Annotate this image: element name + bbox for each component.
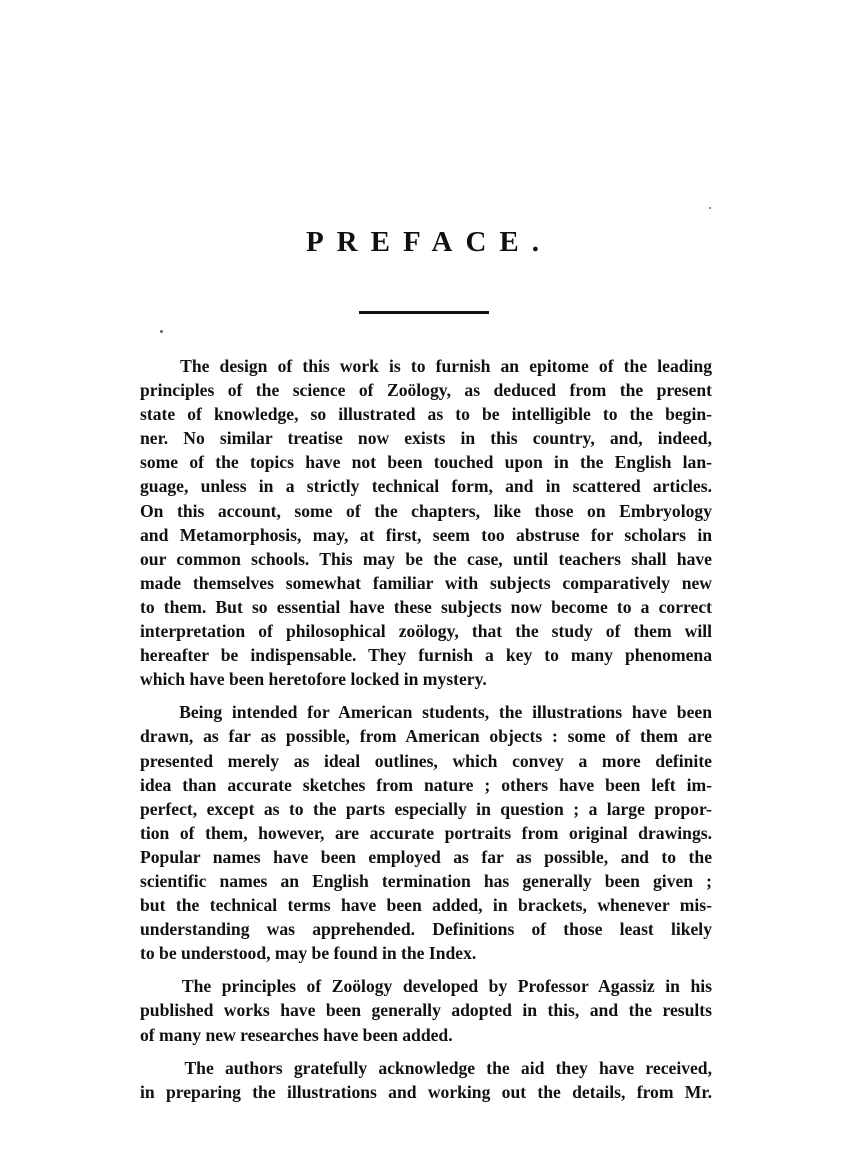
text-line: tion of them, however, are accurate portraits from original drawings. (140, 822, 712, 843)
print-speck (709, 207, 711, 209)
text-line: to be understood, may be found in the Index. (140, 943, 477, 964)
text-line: to them. But so essential have these subjects now become to a correct (140, 596, 712, 617)
paragraph-gap (140, 691, 712, 700)
text-line: some of the topics have not been touched upon in the English lan- (140, 452, 712, 473)
text-line: hereafter be indispensable. They furnish a key to many phenomena (140, 645, 712, 666)
text-line: The authors gratefully acknowledge the aid they have received, (140, 1057, 712, 1078)
text-line: principles of the science of Zoölogy, as deduced from the present (140, 380, 712, 401)
text-line: scientific names an English termination has generally been given ; (140, 870, 712, 891)
paragraph-gap (140, 1047, 712, 1056)
text-line: interpretation of philosophical zoölogy, that the study of them will (140, 621, 712, 642)
paragraph (140, 974, 712, 1046)
text-line: The design of this work is to furnish an epitome of the leading (140, 356, 712, 376)
paragraph (140, 354, 712, 691)
paragraph-gap (140, 965, 712, 974)
text-line: perfect, except as to the parts especially in question ; a large propor- (140, 798, 712, 819)
text-line: and Metamorphosis, may, at first, seem too abstruse for scholars in (140, 524, 712, 545)
print-speck (160, 330, 163, 333)
preface-body (140, 354, 712, 1104)
text-line: ner. No similar treatise now exists in this country, and, indeed, (140, 428, 712, 449)
page-title: PREFACE. (305, 226, 553, 258)
text-line: made themselves somewhat familiar with subjects comparatively new (140, 572, 712, 593)
text-line: presented merely as ideal outlines, which convey a more definite (140, 750, 712, 771)
text-line: which have been heretofore locked in mystery. (140, 669, 487, 690)
text-line: published works have been generally adopted in this, and the results (140, 1000, 712, 1021)
text-line: our common schools. This may be the case, until teachers shall have (140, 548, 712, 569)
text-line: Popular names have been employed as far as possible, and to the (140, 846, 712, 867)
paragraph (140, 1056, 712, 1104)
title-rule (359, 311, 489, 314)
text-line: Being intended for American students, the illustrations have been (140, 702, 712, 723)
text-line: in preparing the illustrations and working out the details, from Mr. (140, 1081, 712, 1102)
text-line: understanding was apprehended. Definitions of those least likely (140, 919, 712, 940)
text-line: guage, unless in a strictly technical form, and in scattered articles. (140, 476, 712, 497)
text-line: The principles of Zoölogy developed by Professor Agassiz in his (140, 976, 712, 997)
text-line: of many new researches have been added. (140, 1024, 453, 1045)
text-line: On this account, some of the chapters, like those on Embryology (140, 500, 712, 521)
text-line: drawn, as far as possible, from American objects : some of them are (140, 726, 712, 747)
text-line: idea than accurate sketches from nature ; others have been left im- (140, 774, 712, 795)
paragraph (140, 700, 712, 965)
text-line: state of knowledge, so illustrated as to be intelligible to the begin- (140, 404, 712, 425)
text-line: but the technical terms have been added, in brackets, whenever mis- (140, 895, 712, 916)
